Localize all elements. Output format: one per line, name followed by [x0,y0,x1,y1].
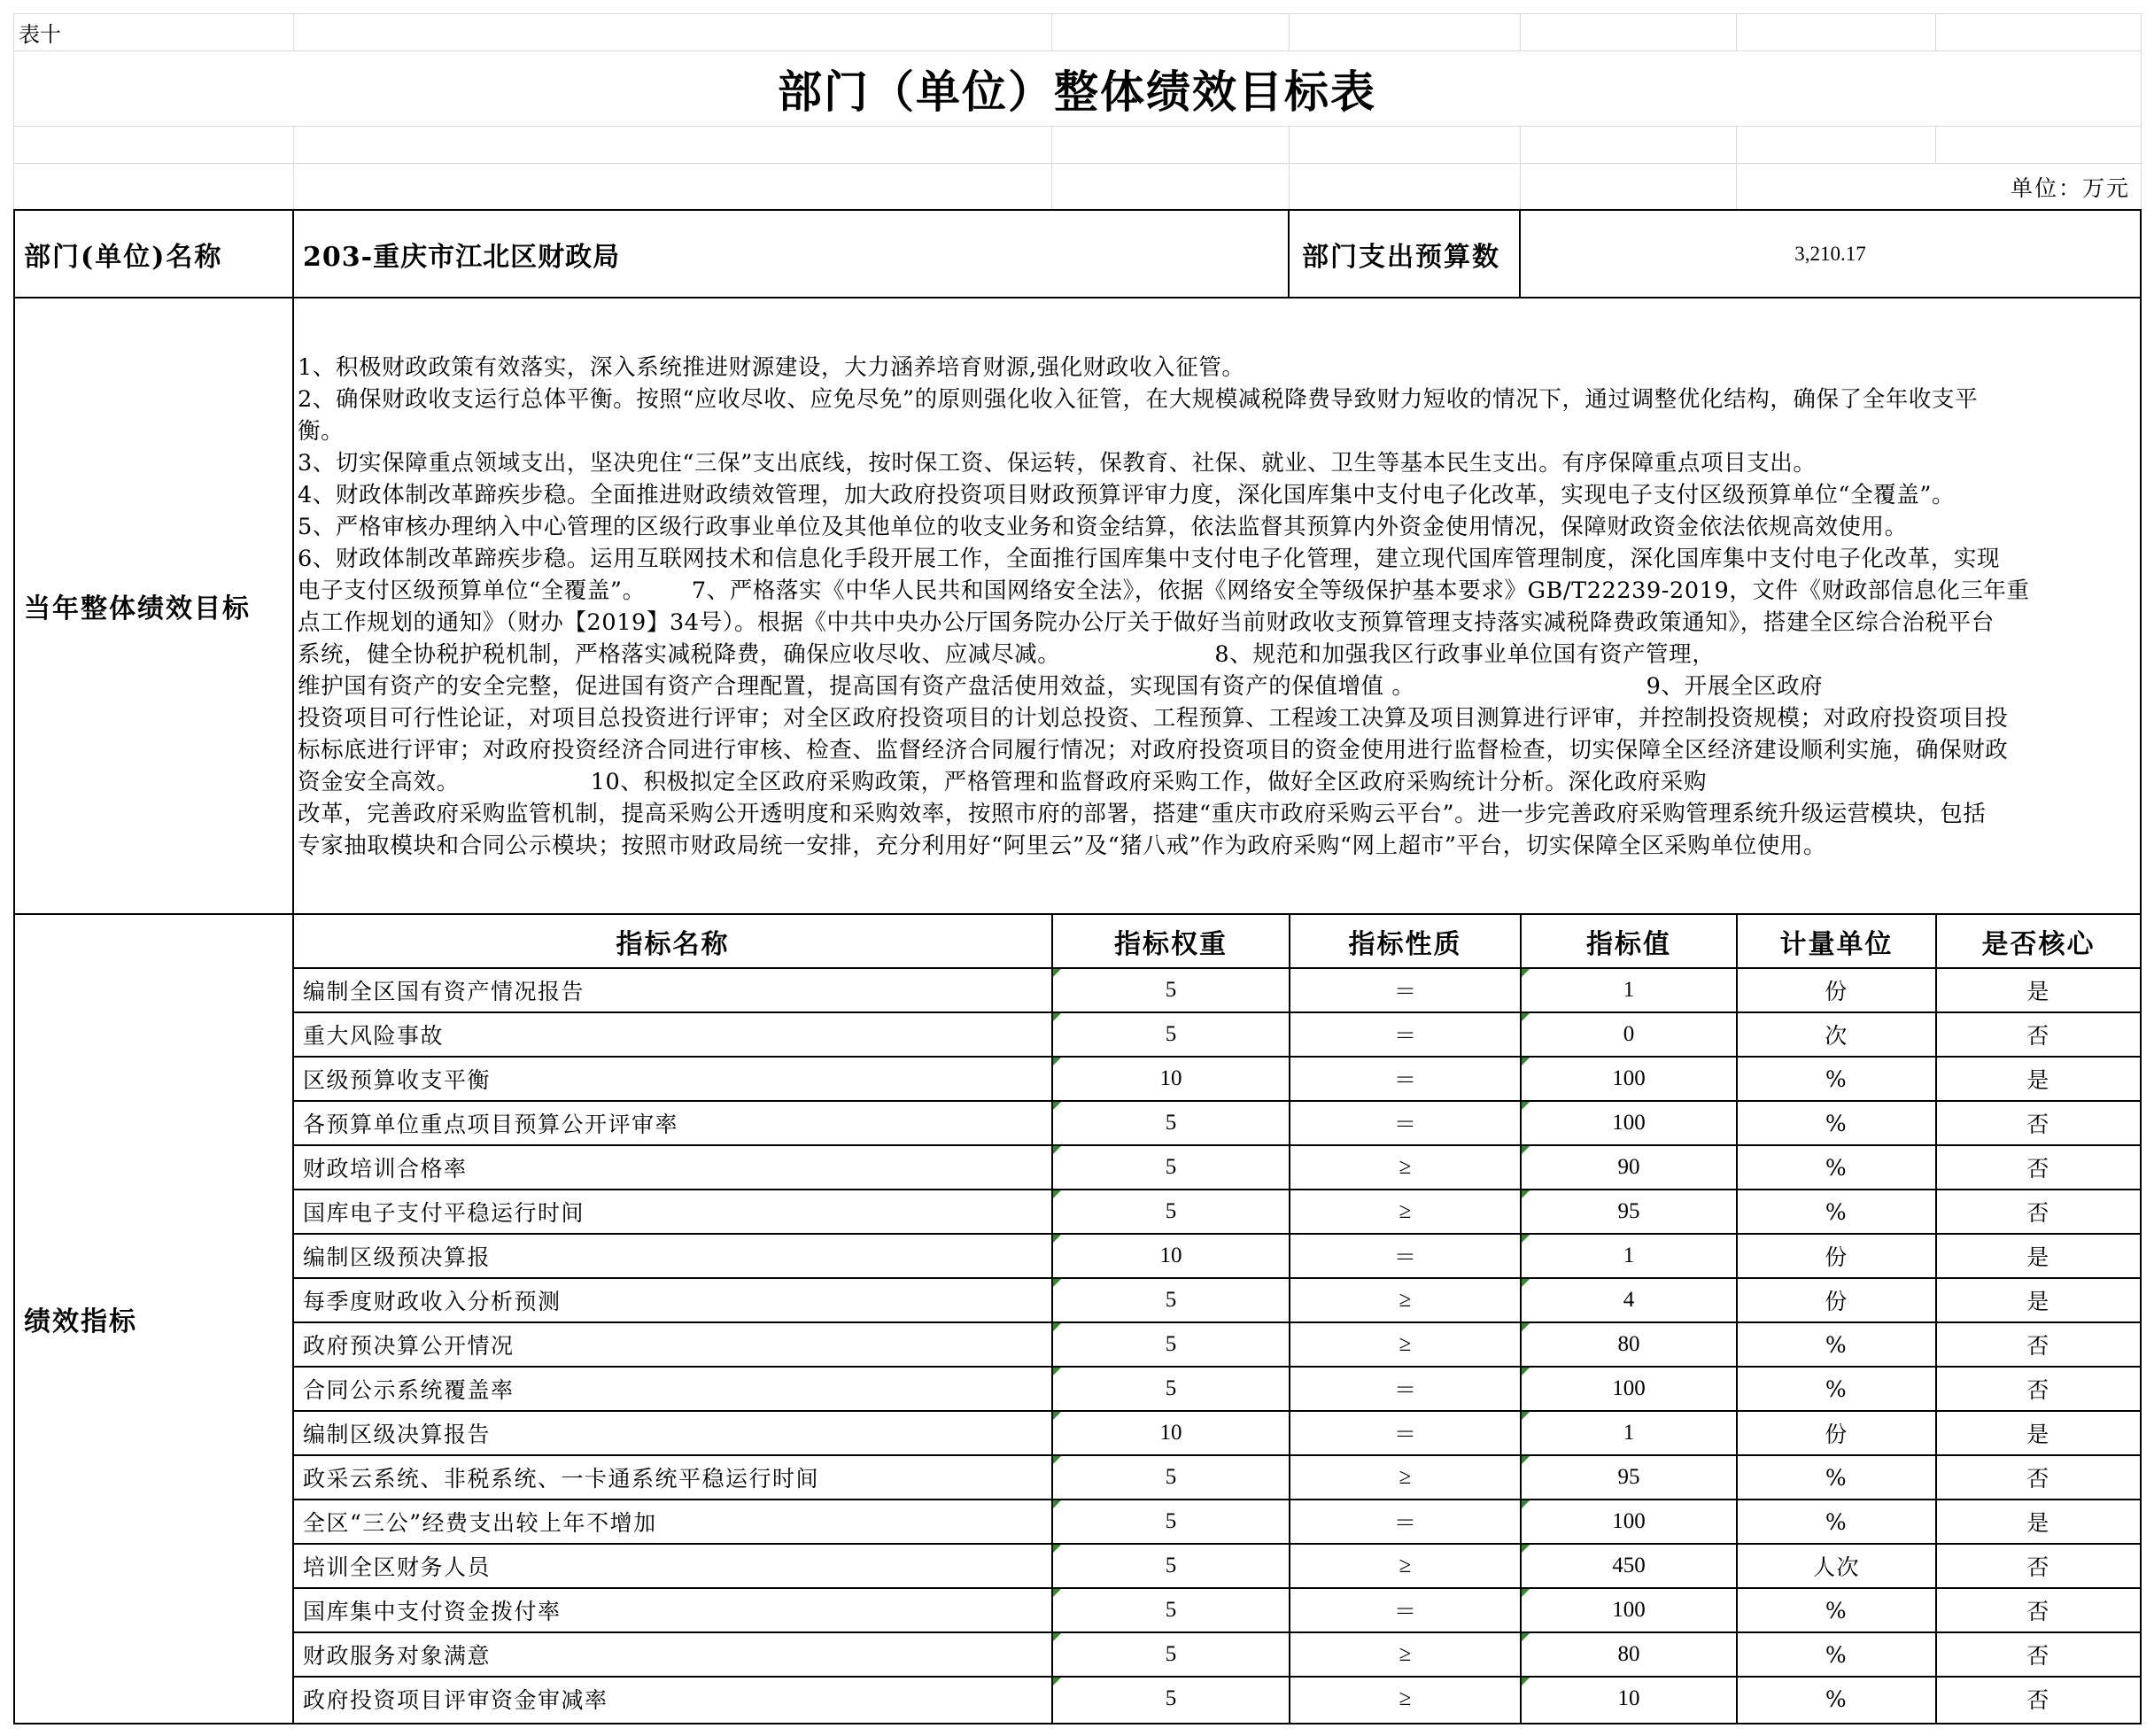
indicator-core: 否 [2026,1554,2050,1580]
indicator-core: 否 [2026,1333,2050,1359]
gridline [1289,13,1290,50]
cell-warning-marker [1522,1368,1530,1376]
indicator-nature: ＝ [1393,1113,1416,1137]
page-title: 部门（单位）整体绩效目标表 [778,65,1376,118]
indicator-unit: % [1825,1198,1848,1225]
indicator-value: 95 [1617,1465,1640,1489]
indicator-unit: % [1825,1331,1848,1358]
indicator-nature: ≥ [1399,1686,1412,1710]
header-value: 指标值 [1586,929,1671,960]
indicator-value: 95 [1617,1199,1640,1223]
indicator-value: 4 [1623,1288,1635,1312]
cell-warning-marker [1522,1545,1530,1553]
cell-warning-marker [1522,1190,1530,1198]
indicator-weight: 5 [1165,1509,1177,1533]
indicator-unit: % [1825,1154,1848,1181]
gridline [293,13,294,50]
indicator-core: 否 [2026,1599,2050,1624]
indicator-value: 0 [1623,1022,1635,1046]
goals-text: 1、积极财政政策有效落实，深入系统推进财源建设，大力涵养培育财源,强化财政收入征管。 2、确保财政收支运行总体平衡。按照“应收尽收、应免尽免”的原则强化收入征管，在大规模减税降费导致财力短收的情况下，通过调整优化结构，确保了全年收支平 衡。 3、切实保障重点领域支出，坚决兜住“三保”支出底线，按时保工资、保运转，保教育、社保、就业、卫生等基本民生支出。有序保障重点项目支出。 4、财政体制改革蹄疾步稳。全面推进财政绩效管理，加大政府投资项目财政预算评审力度，深化国库集中支付电子化改革，实现电子支付区级预算单位“全覆盖”。 5、严格审核办理纳入中心管理的区级行政事业单位及其他单位的收支业务和资金结算，依法监督其预算内外资金使用情况，保障财政资金依法依规高效使用。 6、财政体制改革蹄疾步稳。运用互联网技术和信息化手段开展工作，全面推行国库集中支付电子化管理，建立现代国库管理制度，深化国库集中支付电子化改革，实现 电子支付区级预算单位“全覆盖”。 7、严格落实《中华人民共和国网络安全法》，依据《网络安全等级保护基本要求》GB/T22239-2019，文件《财政部信息化三年重 点工作规划的通知》（财办【2019】34号）。根据《中共中央办公厅国务院办公厅关于做好当前财政收支预算管理支持落实减税降费政策通知》，搭建全区综合治税平台 系统，健全协税护税机制，严格落实减税降费，确保应收尽收、应减尽减。 8、规范和加强我区行政事业单位国有资产管理， 维护国有资产的安全完整，促进国有资产合理配置，提高国有资产盘活使用效益，实现国有资产的保值增值 。 9、开展全区政府 投资项目可行性论证，对项目总投资进行评审；对全区政府投资项目的计划总投资、工程预算、工程竣工决算及项目测算进行评审，并控制投资规模；对政府投资项目投 标标底进行评审；对政府投资经济合同进行审核、检查、监督经济合同履行情况；对政府投资项目的资金使用进行监督检查，切实保障全区经济建设顺利实施，确保财政 资金安全高效。 10、积极拟定全区政府采购政策，严格管理和监督政府采购工作，做好全区政府采购统计分析。深化政府采购 改革，完善政府采购监管机制，提高采购公开透明度和采购效率，按照市府的部署，搭建“重庆市政府采购云平台”。进一步完善政府采购管理系统升级运营模块，包括 专家抽取模块和合同公示模块；按照市财政局统一安排，充分利用好“阿里云”及“猪八戒”作为政府采购“网上超市”平台，切实保障全区采购单位使用。 [298,354,2030,859]
indicator-weight: 5 [1165,1288,1177,1312]
indicator-nature: ≥ [1399,1554,1412,1577]
indicator-name: 各预算单位重点项目预算公开评审率 [303,1112,679,1137]
indicator-unit: 人次 [1812,1554,1860,1580]
indicator-value: 450 [1612,1554,1646,1577]
header-weight: 指标权重 [1114,929,1228,960]
indicator-core: 否 [2026,1156,2050,1182]
indicator-nature: ＝ [1393,1069,1416,1093]
gridline [1051,13,1052,50]
indicator-value: 80 [1617,1332,1640,1356]
indicator-core: 是 [2026,1067,2050,1093]
cell-warning-marker [1522,1279,1530,1287]
indicator-unit: % [1825,1066,1848,1092]
gridline [293,126,294,210]
budget-value: 3,210.17 [1794,242,1866,265]
cell-warning-marker [1522,1500,1530,1508]
cell-warning-marker [1522,1678,1530,1686]
indicator-weight: 10 [1159,1066,1182,1090]
indicator-value: 100 [1612,1509,1646,1533]
indicators-label: 绩效指标 [24,1306,137,1337]
indicator-unit: 份 [1825,1289,1848,1314]
indicator-nature: ＝ [1393,1379,1416,1403]
cell-warning-marker [1522,1412,1530,1420]
indicator-unit: 份 [1825,1422,1848,1447]
indicator-nature: ≥ [1399,1332,1412,1356]
cell-warning-marker [1053,1456,1061,1464]
header-indicator-name: 指标名称 [616,929,730,960]
cell-warning-marker [1053,1146,1061,1154]
cell-warning-marker [1053,1589,1061,1597]
cell-warning-marker [1522,1456,1530,1464]
indicator-weight: 5 [1165,978,1177,1002]
cell-warning-marker [1053,1412,1061,1420]
gridline [1520,13,1521,50]
indicator-value: 10 [1617,1686,1640,1710]
indicator-unit: % [1825,1508,1848,1535]
indicator-value: 90 [1617,1155,1640,1179]
indicator-core: 否 [2026,1466,2050,1492]
indicator-weight: 5 [1165,1642,1177,1666]
cell-warning-marker [1053,1323,1061,1331]
indicator-unit: 份 [1825,1244,1848,1270]
cell-warning-marker [1522,1633,1530,1641]
cell-warning-marker [1053,1190,1061,1198]
cell-warning-marker [1053,1013,1061,1021]
cell-warning-marker [1053,1678,1061,1686]
indicator-value: 100 [1612,1598,1646,1622]
indicator-core: 否 [2026,1023,2050,1049]
cell-warning-marker [1522,1323,1530,1331]
indicator-nature: ＝ [1393,980,1416,1004]
cell-warning-marker [1053,1368,1061,1376]
indicator-unit: % [1825,1110,1848,1136]
indicator-nature: ≥ [1399,1288,1412,1312]
cell-warning-marker [1522,1235,1530,1243]
indicator-core: 是 [2026,1289,2050,1314]
indicator-core: 是 [2026,979,2050,1004]
indicator-unit: 次 [1825,1023,1848,1049]
indicator-weight: 10 [1159,1421,1182,1445]
indicator-nature: ＝ [1393,1423,1416,1447]
sheet-label: 表十 [19,21,61,47]
indicator-nature: ＝ [1393,1025,1416,1049]
gridline [1935,13,1936,50]
gridline [13,126,2141,127]
indicator-core: 否 [2026,1643,2050,1669]
cell-warning-marker [1053,969,1061,977]
indicator-unit: % [1825,1686,1848,1712]
indicator-core: 是 [2026,1422,2050,1447]
indicator-core: 是 [2026,1244,2050,1270]
indicator-weight: 10 [1159,1244,1182,1267]
indicator-name: 国库集中支付资金拨付率 [303,1599,562,1624]
indicator-value: 100 [1612,1376,1646,1400]
indicator-nature: ≥ [1399,1642,1412,1666]
cell-warning-marker [1053,1235,1061,1243]
cell-warning-marker [1522,1146,1530,1154]
indicator-name: 财政服务对象满意 [303,1643,492,1669]
indicator-name: 编制区级预决算报 [303,1244,492,1270]
indicator-core: 是 [2026,1510,2050,1536]
indicator-name: 重大风险事故 [303,1023,445,1049]
gridline [2141,13,2142,210]
indicator-core: 否 [2026,1200,2050,1226]
indicator-weight: 5 [1165,1022,1177,1046]
header-unit: 计量单位 [1779,929,1894,960]
indicator-weight: 5 [1165,1376,1177,1400]
indicator-value: 1 [1623,978,1635,1002]
indicator-weight: 5 [1165,1598,1177,1622]
indicator-name: 编制全区国有资产情况报告 [303,979,585,1004]
indicator-nature: ≥ [1399,1199,1412,1223]
table-border [13,1723,2142,1724]
dept-name-value: 203-重庆市江北区财政局 [303,241,621,273]
indicator-name: 国库电子支付平稳运行时间 [303,1200,585,1226]
indicator-nature: ＝ [1393,1512,1416,1536]
cell-warning-marker [1522,1102,1530,1110]
indicator-core: 否 [2026,1377,2050,1403]
indicator-weight: 5 [1165,1199,1177,1223]
gridline [1935,126,1936,163]
cell-warning-marker [1522,1589,1530,1597]
gridline [1051,126,1052,210]
indicator-value: 80 [1617,1642,1640,1666]
indicator-name: 政采云系统、非税系统、一卡通系统平稳运行时间 [303,1466,820,1492]
indicator-value: 100 [1612,1111,1646,1135]
cell-warning-marker [1053,1058,1061,1066]
indicator-name: 财政培训合格率 [303,1156,468,1182]
header-core: 是否核心 [1981,929,2096,960]
indicator-unit: % [1825,1464,1848,1491]
indicator-weight: 5 [1165,1554,1177,1577]
budget-label: 部门支出预算数 [1302,241,1500,273]
cell-warning-marker [1053,1500,1061,1508]
gridline [1520,126,1521,210]
indicator-name: 全区“三公”经费支出较上年不增加 [303,1510,657,1536]
indicator-nature: ≥ [1399,1155,1412,1179]
indicator-name: 编制区级决算报告 [303,1422,492,1447]
goals-label: 当年整体绩效目标 [24,593,251,624]
indicator-weight: 5 [1165,1155,1177,1179]
unit-label: 单位：万元 [2010,174,2130,201]
indicator-unit: % [1825,1641,1848,1668]
indicator-nature: ≥ [1399,1465,1412,1489]
indicator-weight: 5 [1165,1111,1177,1135]
dept-name-label: 部门(单位)名称 [24,241,223,273]
indicator-nature: ＝ [1393,1246,1416,1270]
header-nature: 指标性质 [1348,929,1462,960]
cell-warning-marker [1053,1633,1061,1641]
indicator-name: 培训全区财务人员 [303,1554,492,1580]
indicator-name: 政府投资项目评审资金审减率 [303,1687,608,1713]
indicator-name: 政府预决算公开情况 [303,1333,515,1359]
gridline [1289,126,1290,210]
indicator-core: 否 [2026,1687,2050,1713]
indicator-unit: 份 [1825,979,1848,1004]
indicator-unit: % [1825,1376,1848,1402]
indicator-unit: % [1825,1597,1848,1624]
indicator-weight: 5 [1165,1686,1177,1710]
indicator-name: 区级预算收支平衡 [303,1067,492,1093]
indicator-weight: 5 [1165,1465,1177,1489]
indicator-weight: 5 [1165,1332,1177,1356]
cell-warning-marker [1053,1102,1061,1110]
indicator-nature: ＝ [1393,1600,1416,1624]
cell-warning-marker [1522,1013,1530,1021]
gridline [13,13,2141,14]
indicator-value: 1 [1623,1244,1635,1267]
indicator-core: 否 [2026,1112,2050,1137]
indicator-name: 每季度财政收入分析预测 [303,1289,562,1314]
cell-warning-marker [1522,969,1530,977]
cell-warning-marker [1053,1545,1061,1553]
cell-warning-marker [1522,1058,1530,1066]
indicator-name: 合同公示系统覆盖率 [303,1377,515,1403]
table-border [13,297,2142,298]
indicator-value: 100 [1612,1066,1646,1090]
indicator-value: 1 [1623,1421,1635,1445]
gridline [1736,13,1737,50]
cell-warning-marker [1053,1279,1061,1287]
